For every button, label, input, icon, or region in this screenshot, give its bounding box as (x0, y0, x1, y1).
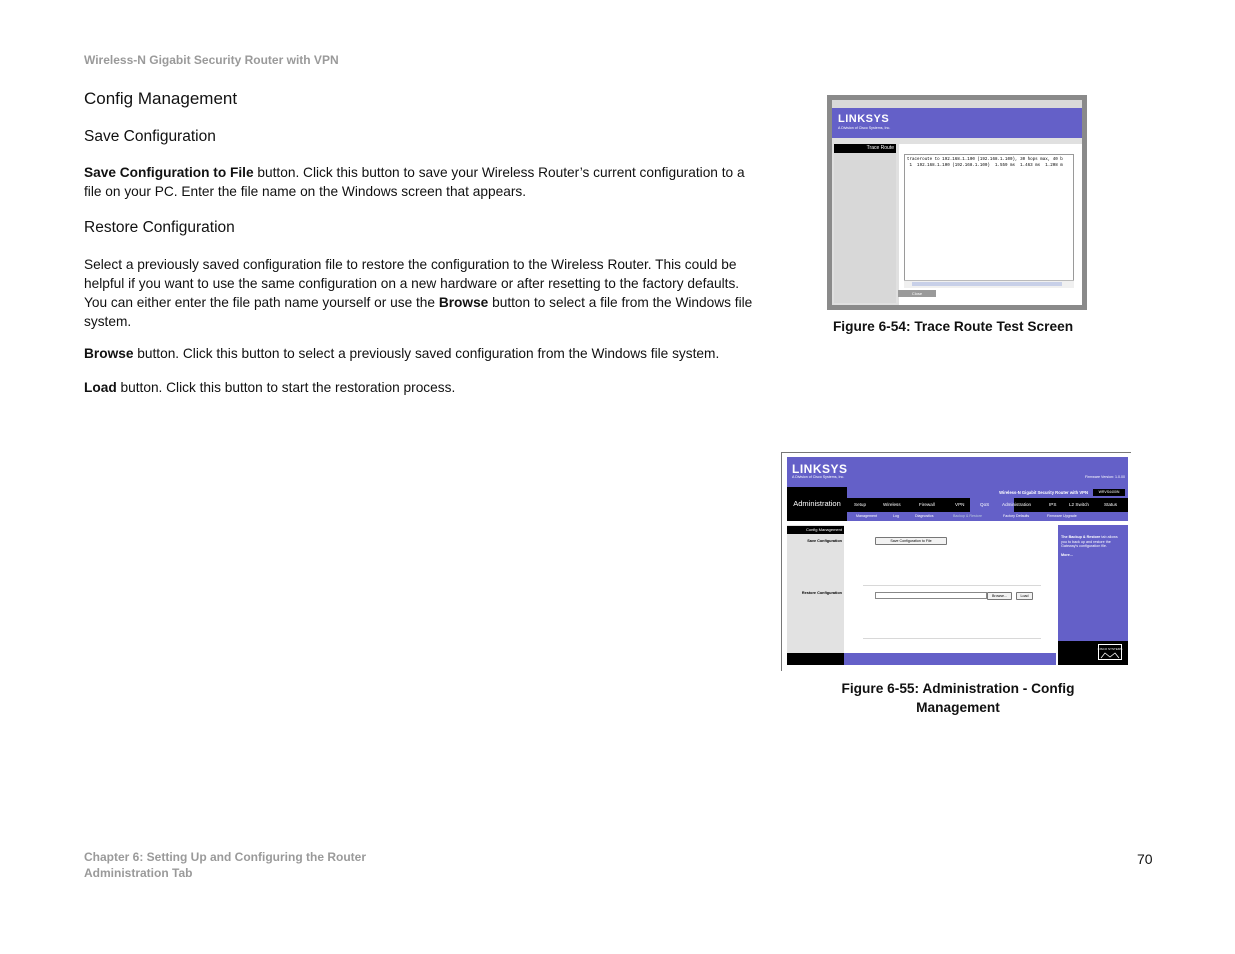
main-tabs (847, 498, 1128, 512)
bottom-bar-main (844, 653, 1056, 665)
horizontal-scrollbar[interactable] (904, 280, 1074, 288)
help-text-block (1061, 535, 1121, 558)
tab-wireless[interactable]: Wireless (883, 502, 901, 507)
figure2-caption-line1: Figure 6-55: Administration - Config (841, 681, 1075, 696)
section-label: Administration (787, 487, 847, 521)
trace-route-tab-label: Trace Route (866, 145, 894, 151)
help-title: The Backup & Restore (1061, 535, 1101, 539)
divider-2 (863, 638, 1041, 639)
restore-paragraph (84, 255, 764, 331)
trace-route-window (832, 100, 1082, 305)
restore-heading: Restore Configuration (84, 219, 235, 236)
subtab-firmware-upgrade[interactable]: Firmware Upgrade (1047, 514, 1077, 518)
page-number: 70 (1137, 851, 1153, 867)
sub-tabs (847, 512, 1128, 521)
cisco-logo (1098, 644, 1122, 660)
subtab-factory-defaults[interactable]: Factory Defaults (1003, 514, 1030, 518)
tab-qos[interactable]: QoS (980, 502, 990, 507)
save-bold: Save Configuration to File (84, 165, 254, 180)
firmware-version: Firmware Version: 1.0.00 (1085, 475, 1125, 479)
save-heading: Save Configuration (84, 128, 216, 145)
close-button[interactable]: Close (898, 290, 936, 297)
divider-1 (863, 585, 1041, 586)
load-paragraph (84, 378, 764, 397)
load-text: button. Click this button to start the restoration process. (116, 380, 456, 395)
top-strip (832, 100, 1082, 108)
trace-output[interactable]: traceroute to 192.168.1.100 (192.168.1.100), 30 hops max, 40 b 1 192.168.1.100 (192.168.1.100) 1.559 ms 1.463 ms 1.208 m (904, 154, 1074, 287)
subtab-diagnostics[interactable]: Diagnostics (915, 514, 934, 518)
tab-vpn[interactable]: VPN (955, 502, 965, 507)
model-badge: WRVS4400N (1093, 489, 1125, 496)
help-panel (1058, 525, 1128, 641)
left-column (834, 153, 896, 303)
subtab-management[interactable]: Management (856, 514, 877, 518)
tab-status[interactable]: Status (1104, 502, 1118, 507)
linksys-logo-sub: A Division of Cisco Systems, Inc. (792, 475, 845, 479)
figure2-caption (828, 679, 1088, 717)
trace-route-tab (834, 144, 896, 153)
figure2-caption-line2: Management (916, 700, 1000, 715)
linksys-logo-sub: A Division of Cisco Systems, Inc. (838, 126, 891, 130)
bottom-bar-left (787, 653, 844, 665)
more-link[interactable]: More... (1061, 553, 1073, 558)
help-footer (1058, 641, 1128, 665)
tab-administration[interactable]: Administration (1002, 502, 1032, 507)
browse-bold: Browse (84, 346, 134, 361)
load-bold: Load (84, 380, 117, 395)
product-name: Wireless-N Gigabit Security Router with VPN (999, 490, 1088, 495)
cisco-bridge-icon (1099, 645, 1121, 659)
save-config-label: Save Configuration (807, 539, 842, 543)
save-text: button. Click this button to save your Wireless Router’s current configuration to a file on your PC. Enter the file name on the Windows screen that appears. (84, 165, 745, 199)
tab-setup[interactable]: Setup (854, 502, 867, 507)
product-bar (847, 487, 1128, 498)
subtab-backup-restore[interactable]: Backup & Restore (953, 514, 982, 518)
restore-config-label: Restore Configuration (801, 591, 842, 595)
trace-route-screenshot (827, 95, 1087, 310)
save-paragraph (84, 163, 764, 201)
linksys-logo: LINKSYS (838, 113, 890, 125)
load-button[interactable]: Load (1016, 592, 1033, 600)
tab-l2-switch[interactable]: L2 Switch (1069, 502, 1089, 507)
tab-firewall[interactable]: Firewall (919, 502, 935, 507)
tab-ips[interactable]: IPS (1049, 502, 1057, 507)
cisco-logo-text: CISCO SYSTEMS (1097, 647, 1123, 651)
config-management-header: Config Management (787, 526, 844, 534)
running-header: Wireless-N Gigabit Security Router with VPN (84, 53, 339, 67)
left-column (787, 525, 844, 665)
restore-text-a: Select a previously saved configuration file to restore the configuration to the Wireless Router. This could be helpful if you want to use the same configuration on a new hardware or after resetting to the factory defaults. You can either enter the file path name yourself or use the (84, 257, 740, 310)
browse-button[interactable]: Browse... (987, 592, 1012, 600)
figure1-caption: Figure 6-54: Trace Route Test Screen (832, 319, 1074, 334)
footer-section: Administration Tab (84, 866, 193, 880)
restore-text-b: button to select a file from the Windows file system. (84, 295, 753, 329)
main-panel (844, 525, 1056, 665)
linksys-logo: LINKSYS (792, 462, 848, 476)
browse-paragraph (84, 344, 764, 363)
section-title: Config Management (84, 89, 238, 108)
subtab-log[interactable]: Log (893, 514, 899, 518)
help-text: tab allows you to back up and restore the Gateway's configuration file. (1061, 535, 1118, 549)
footer-chapter: Chapter 6: Setting Up and Configuring the Router (84, 850, 366, 864)
browse-text: button. Click this button to select a previously saved configuration from the Windows file system. (133, 346, 720, 361)
restore-file-input[interactable] (875, 592, 987, 599)
save-config-button[interactable]: Save Configuration to File (875, 537, 947, 545)
config-management-screenshot (781, 452, 1131, 671)
scroll-thumb[interactable] (912, 282, 1062, 286)
restore-bold: Browse (438, 295, 489, 310)
